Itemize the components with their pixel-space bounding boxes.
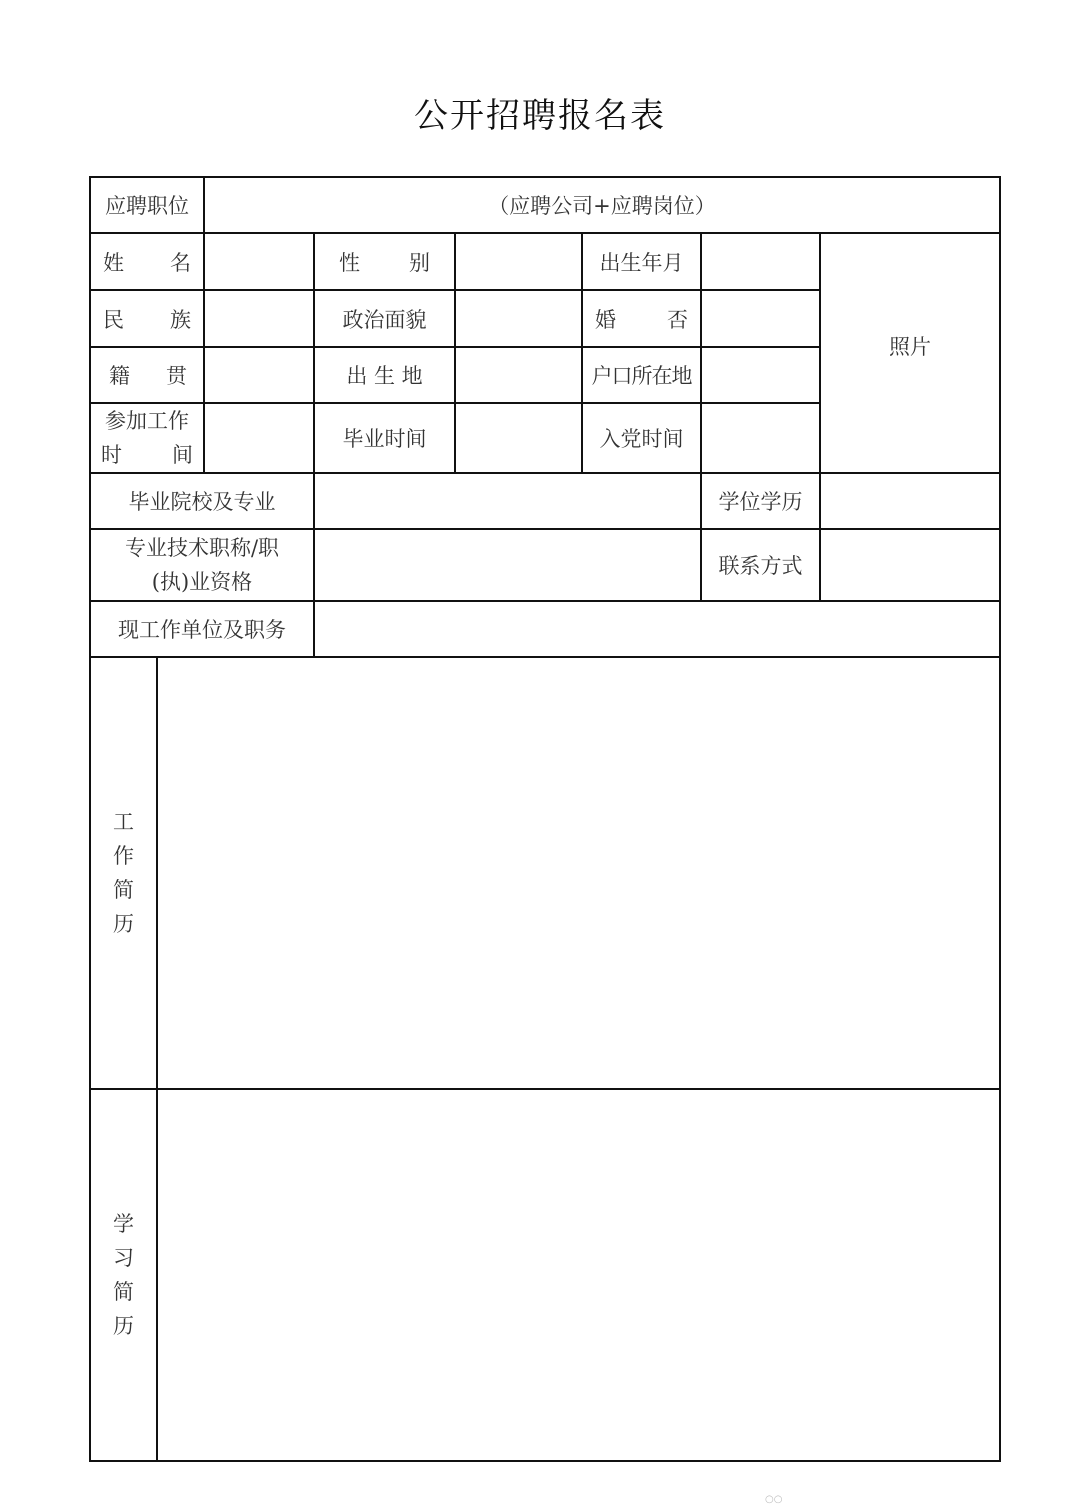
ethnicity-label <box>91 291 203 346</box>
position-field[interactable]: （应聘公司+应聘岗位） <box>488 194 716 218</box>
gender-field[interactable] <box>456 234 581 289</box>
photo-area[interactable] <box>821 234 999 472</box>
ethnicity-label-b: 族 <box>170 307 191 332</box>
school-major-field[interactable] <box>315 474 700 528</box>
hukou-field[interactable] <box>702 348 819 402</box>
graduation-field[interactable] <box>456 404 581 472</box>
gender-label-b: 别 <box>409 250 430 275</box>
work-start-label-line2 <box>101 438 193 472</box>
ethnicity-label-a: 民 <box>103 307 124 332</box>
marital-label-b: 否 <box>667 307 688 332</box>
marital-field[interactable] <box>702 291 819 346</box>
work-start-label-line2-b: 间 <box>172 443 193 467</box>
title-qual-label <box>91 530 313 600</box>
current-job-label: 现工作单位及职务 <box>118 618 286 642</box>
name-label-b: 名 <box>170 250 191 275</box>
ethnicity-field[interactable] <box>205 291 313 346</box>
position-label: 应聘职位 <box>105 194 189 218</box>
photo-label: 照片 <box>889 335 931 359</box>
border-right <box>999 176 1001 1462</box>
native-place-label-b: 贯 <box>166 364 187 388</box>
degree-field[interactable] <box>821 474 999 528</box>
work-history-char: 作 <box>113 844 134 868</box>
native-place-field[interactable] <box>205 348 313 402</box>
marital-label-a: 婚 <box>595 307 616 332</box>
title-qual-field[interactable] <box>315 530 700 600</box>
study-history-char: 历 <box>113 1314 134 1338</box>
name-label <box>91 234 203 289</box>
study-history-char: 简 <box>113 1280 134 1304</box>
native-place-label <box>91 348 203 402</box>
birthplace-label: 出 生 地 <box>346 364 423 388</box>
study-history-label <box>91 1090 156 1460</box>
current-job-field[interactable] <box>315 602 999 656</box>
name-label-a: 姓 <box>103 250 124 275</box>
marital-label <box>583 291 700 346</box>
birthplace-field[interactable] <box>456 348 581 402</box>
gender-label <box>315 234 454 289</box>
title-qual-label-line1: 专业技术职称/职 <box>124 536 280 560</box>
party-join-field[interactable] <box>702 404 819 472</box>
political-label: 政治面貌 <box>342 307 427 332</box>
political-field[interactable] <box>456 291 581 346</box>
study-history-char: 学 <box>113 1212 134 1236</box>
work-history-char: 工 <box>113 810 134 834</box>
study-history-field[interactable] <box>158 1090 999 1460</box>
contact-label: 联系方式 <box>718 554 803 578</box>
work-start-label-line1: 参加工作 <box>105 409 189 433</box>
contact-field[interactable] <box>821 530 999 600</box>
name-field[interactable] <box>205 234 313 289</box>
work-start-field[interactable] <box>205 404 313 472</box>
title-qual-label-line2: (执)业资格 <box>151 570 253 594</box>
work-history-label <box>91 658 156 1088</box>
page-title: 公开招聘报名表 <box>414 96 666 136</box>
birth-label: 出生年月 <box>599 250 684 275</box>
native-place-label-a: 籍 <box>109 364 130 388</box>
school-major-label: 毕业院校及专业 <box>128 490 276 514</box>
work-history-char: 历 <box>113 912 134 936</box>
application-form <box>89 176 1000 1461</box>
gender-label-a: 性 <box>339 250 360 275</box>
work-history-field[interactable] <box>158 658 999 1088</box>
work-start-label-line2-a: 时 <box>101 443 122 467</box>
work-history-char: 简 <box>113 878 134 902</box>
graduation-label: 毕业时间 <box>342 427 427 451</box>
border-bottom <box>89 1460 1000 1462</box>
party-join-label: 入党时间 <box>599 427 684 451</box>
hukou-label: 户口所在地 <box>591 364 692 388</box>
study-history-char: 习 <box>113 1246 134 1270</box>
birth-field[interactable] <box>702 234 819 289</box>
watermark-icon: ○○ <box>765 1494 783 1505</box>
degree-label: 学位学历 <box>718 490 803 514</box>
work-start-label <box>91 404 203 472</box>
